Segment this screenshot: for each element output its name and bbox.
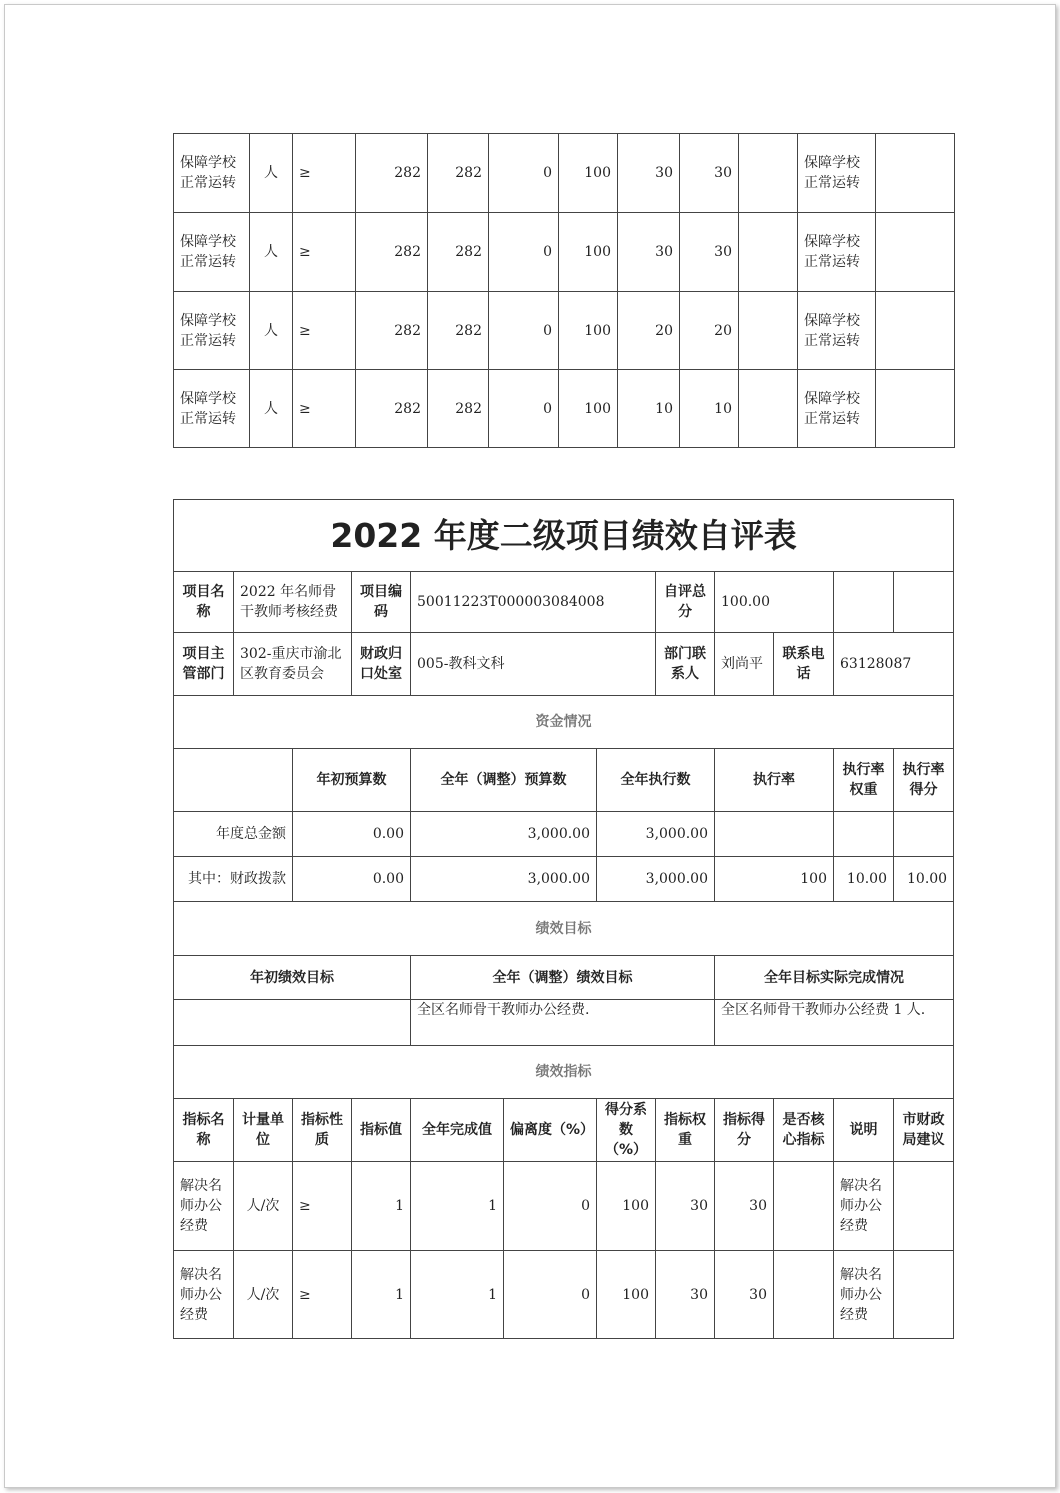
funds-rate: 100 — [715, 857, 834, 902]
project-info-row — [174, 572, 954, 633]
indicator-deviation: 0 — [489, 213, 559, 292]
table-row — [174, 370, 955, 448]
funds-initial: 0.00 — [293, 857, 411, 902]
funds-initial: 0.00 — [293, 812, 411, 857]
indicator-actual: 1 — [411, 1251, 504, 1339]
table-row — [174, 134, 955, 213]
indicator-score: 30 — [680, 134, 739, 213]
funds-score: 10.00 — [894, 857, 954, 902]
indicator-deviation: 0 — [489, 292, 559, 370]
col-adjusted-budget: 全年（调整）预算数 — [411, 749, 597, 812]
indicator-weight: 10 — [618, 370, 680, 448]
indicator-coefficient: 100 — [559, 213, 618, 292]
col-actual-completion: 全年目标实际完成情况 — [715, 956, 954, 1000]
project-code-value: 50011223T000003084008 — [411, 572, 656, 633]
indicator-weight: 30 — [618, 134, 680, 213]
dept-value: 302-重庆市渝北区教育委员会 — [234, 633, 352, 696]
goals-header-row — [174, 956, 954, 1000]
indicator-core — [739, 213, 798, 292]
indicator-score: 10 — [680, 370, 739, 448]
funds-section-heading: 资金情况 — [174, 696, 954, 749]
indicator-deviation: 0 — [489, 134, 559, 213]
col-execution-rate: 执行率 — [715, 749, 834, 812]
indicator-actual: 282 — [428, 134, 489, 213]
indicator-unit: 人 — [250, 213, 293, 292]
indicator-deviation: 0 — [504, 1162, 597, 1251]
goals-section-heading: 绩效目标 — [174, 902, 954, 956]
self-evaluation-form — [173, 499, 954, 1339]
indicator-name: 保障学校正常运转 — [174, 292, 250, 370]
indicator-target: 1 — [352, 1162, 411, 1251]
col-initial-goal: 年初绩效目标 — [174, 956, 411, 1000]
indicator-name: 保障学校正常运转 — [174, 370, 250, 448]
indicator-name: 解决名师办公经费 — [174, 1162, 234, 1251]
indicators-section-heading: 绩效指标 — [174, 1046, 954, 1099]
table-row — [174, 1251, 954, 1339]
col-adjusted-goal: 全年（调整）绩效目标 — [411, 956, 715, 1000]
indicator-coefficient: 100 — [597, 1162, 656, 1251]
indicator-target: 282 — [356, 370, 428, 448]
indicator-core — [739, 370, 798, 448]
funds-adjusted: 3,000.00 — [411, 812, 597, 857]
col-actual: 全年完成值 — [411, 1099, 504, 1162]
indicator-core — [774, 1251, 834, 1339]
table-row — [174, 857, 954, 902]
indicator-note: 保障学校正常运转 — [798, 213, 876, 292]
indicator-core — [774, 1162, 834, 1251]
dept-label: 项目主管部门 — [174, 633, 234, 696]
indicator-unit: 人/次 — [234, 1251, 293, 1339]
indicator-unit: 人 — [250, 134, 293, 213]
indicator-note: 解决名师办公经费 — [834, 1162, 894, 1251]
project-code-label: 项目编码 — [352, 572, 411, 633]
col-initial-budget: 年初预算数 — [293, 749, 411, 812]
funds-weight: 10.00 — [834, 857, 894, 902]
contact-person-label: 部门联系人 — [656, 633, 715, 696]
project-name-label: 项目名称 — [174, 572, 234, 633]
indicator-operator: ≥ — [293, 134, 356, 213]
self-score-value: 100.00 — [715, 572, 834, 633]
adjusted-goal-value: 全区名师骨干教师办公经费. — [411, 1000, 715, 1046]
indicator-advice — [876, 134, 955, 213]
indicator-coefficient: 100 — [559, 370, 618, 448]
contact-person-value: 刘尚平 — [715, 633, 774, 696]
indicator-weight: 30 — [656, 1251, 715, 1339]
indicator-note: 保障学校正常运转 — [798, 370, 876, 448]
indicator-note: 保障学校正常运转 — [798, 292, 876, 370]
funds-row-label: 年度总金额 — [174, 812, 293, 857]
phone-label: 联系电话 — [774, 633, 834, 696]
col-nature: 指标性质 — [293, 1099, 352, 1162]
indicator-weight: 20 — [618, 292, 680, 370]
indicator-advice — [876, 292, 955, 370]
indicator-advice — [876, 370, 955, 448]
goals-row — [174, 1000, 954, 1046]
indicator-operator: ≥ — [293, 1251, 352, 1339]
col-rate-score: 执行率得分 — [894, 749, 954, 812]
indicator-deviation: 0 — [504, 1251, 597, 1339]
col-target: 指标值 — [352, 1099, 411, 1162]
indicator-actual: 282 — [428, 213, 489, 292]
funds-header-row — [174, 749, 954, 812]
table-row — [174, 213, 955, 292]
col-weight: 指标权重 — [656, 1099, 715, 1162]
funds-executed: 3,000.00 — [597, 812, 715, 857]
col-score: 指标得分 — [715, 1099, 774, 1162]
indicator-operator: ≥ — [293, 370, 356, 448]
form-title: 2022 年度二级项目绩效自评表 — [174, 500, 954, 572]
indicator-unit: 人/次 — [234, 1162, 293, 1251]
indicator-advice — [894, 1162, 954, 1251]
indicator-weight: 30 — [618, 213, 680, 292]
col-advice: 市财政局建议 — [894, 1099, 954, 1162]
col-deviation: 偏离度（%） — [504, 1099, 597, 1162]
finance-office-value: 005-教科文科 — [411, 633, 656, 696]
indicator-score: 30 — [680, 213, 739, 292]
funds-weight — [834, 812, 894, 857]
phone-value: 63128087 — [834, 633, 954, 696]
empty-cell — [894, 572, 954, 633]
indicator-advice — [894, 1251, 954, 1339]
funds-rate — [715, 812, 834, 857]
initial-goal-value — [174, 1000, 411, 1046]
empty-cell — [174, 749, 293, 812]
indicator-actual: 282 — [428, 370, 489, 448]
indicator-score: 30 — [715, 1251, 774, 1339]
col-indicator-name: 指标名称 — [174, 1099, 234, 1162]
table-row — [174, 1162, 954, 1251]
col-rate-weight: 执行率权重 — [834, 749, 894, 812]
self-score-label: 自评总分 — [656, 572, 715, 633]
indicator-name: 保障学校正常运转 — [174, 134, 250, 213]
indicator-deviation: 0 — [489, 370, 559, 448]
indicator-weight: 30 — [656, 1162, 715, 1251]
finance-office-label: 财政归口处室 — [352, 633, 411, 696]
col-coefficient: 得分系数（%） — [597, 1099, 656, 1162]
indicator-coefficient: 100 — [559, 292, 618, 370]
indicator-target: 282 — [356, 292, 428, 370]
col-core: 是否核心指标 — [774, 1099, 834, 1162]
table-row — [174, 292, 955, 370]
indicator-note: 保障学校正常运转 — [798, 134, 876, 213]
col-unit: 计量单位 — [234, 1099, 293, 1162]
table-row — [174, 812, 954, 857]
indicator-core — [739, 292, 798, 370]
indicator-operator: ≥ — [293, 213, 356, 292]
indicator-coefficient: 100 — [559, 134, 618, 213]
indicator-coefficient: 100 — [597, 1251, 656, 1339]
indicator-name: 解决名师办公经费 — [174, 1251, 234, 1339]
indicator-advice — [876, 213, 955, 292]
indicator-target: 282 — [356, 134, 428, 213]
empty-cell — [834, 572, 894, 633]
funds-adjusted: 3,000.00 — [411, 857, 597, 902]
indicator-table-continued — [173, 133, 955, 448]
indicator-actual: 1 — [411, 1162, 504, 1251]
funds-row-label: 其中：财政拨款 — [174, 857, 293, 902]
indicator-target: 1 — [352, 1251, 411, 1339]
funds-score — [894, 812, 954, 857]
indicator-unit: 人 — [250, 292, 293, 370]
indicator-note: 解决名师办公经费 — [834, 1251, 894, 1339]
indicator-operator: ≥ — [293, 1162, 352, 1251]
actual-completion-value: 全区名师骨干教师办公经费 1 人. — [715, 1000, 954, 1046]
project-name-value: 2022 年名师骨干教师考核经费 — [234, 572, 352, 633]
department-info-row — [174, 633, 954, 696]
indicator-operator: ≥ — [293, 292, 356, 370]
indicator-score: 30 — [715, 1162, 774, 1251]
indicator-unit: 人 — [250, 370, 293, 448]
funds-executed: 3,000.00 — [597, 857, 715, 902]
indicator-score: 20 — [680, 292, 739, 370]
indicator-core — [739, 134, 798, 213]
col-executed: 全年执行数 — [597, 749, 715, 812]
indicator-actual: 282 — [428, 292, 489, 370]
col-note: 说明 — [834, 1099, 894, 1162]
indicators-header-row — [174, 1099, 954, 1162]
indicator-name: 保障学校正常运转 — [174, 213, 250, 292]
indicator-target: 282 — [356, 213, 428, 292]
